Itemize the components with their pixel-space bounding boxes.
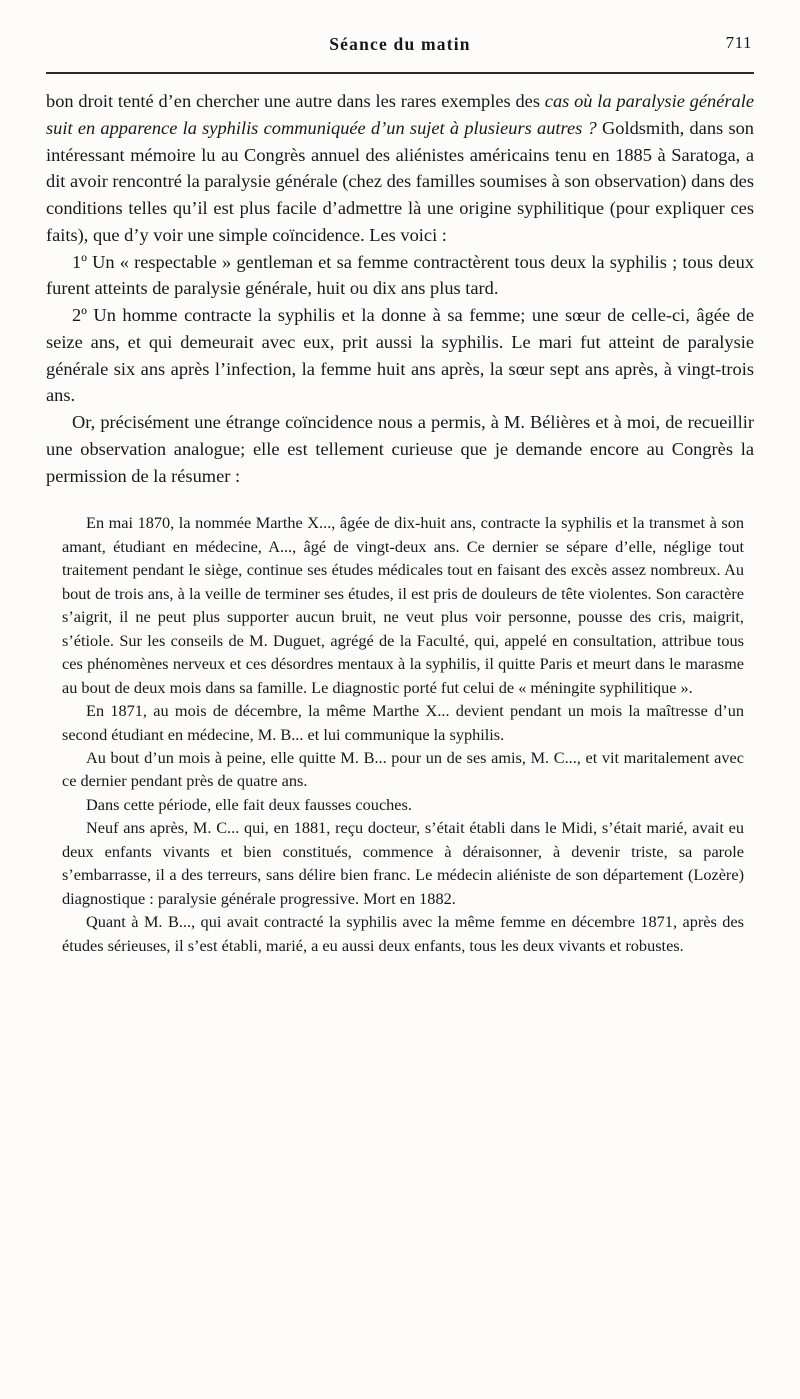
header-divider: [46, 72, 754, 74]
paragraph-continuation-part2: Goldsmith, dans son intéressant mémoire lu au Congrès annuel des aliénistes américains tenu en 1885 à Saratoga, a dit avoir rencontré la paralysie générale (chez des familles soumises à son observation) dans des conditions telles qu’il est plus facile d’admettre là une origine syphilitique (pour expliquer ces faits), que d’y voir une simple coïncidence. Les voici :: [46, 117, 754, 245]
case-paragraph-6: Quant à M. B..., qui avait contracté la syphilis avec la même femme en décembre 1871, après des études sérieuses, il s’est établi, marié, a eu aussi deux enfants, tous les deux vivants et robustes.: [62, 912, 744, 955]
page-running-title: Séance du matin: [329, 34, 471, 54]
case-paragraph-3: Au bout d’un mois à peine, elle quitte M. B... pour un de ses amis, M. C..., et vit maritalement avec ce dernier pendant près de quatre ans.: [62, 748, 744, 791]
paragraph-observation-intro: Or, précisément une étrange coïncidence nous a permis, à M. Bélières et à moi, de recueillir une observation analogue; elle est tellement curieuse que je demande encore au Congrès la permission de la résumer :: [46, 412, 754, 486]
main-text-block: [46, 88, 754, 489]
paragraph-continuation: [46, 88, 754, 249]
section-spacer: [46, 489, 754, 511]
paragraph-continuation-part1: bon droit tenté d’en chercher une autre dans les rares exemples des: [46, 91, 545, 111]
paragraph-case-one: 1º Un « respectable » gentleman et sa femme contractèrent tous deux la syphilis ; tous deux furent atteints de paralysie générale, huit ou dix ans plus tard.: [46, 251, 754, 299]
page-header: [46, 28, 754, 64]
case-paragraph-1: En mai 1870, la nommée Marthe X..., âgée de dix-huit ans, contracte la syphilis et la transmet à son amant, étudiant en médecine, A..., âgé de vingt-deux ans. Ce dernier se sépare d’elle, néglige tout traitement pendant le siège, continue ses études médicales tout en faisant des excès assez nombreux. Au bout de trois ans, à la veille de terminer ses études, il est pris de douleurs de tête violentes. Son caractère s’aigrit, il ne peut plus supporter aucun bruit, ne veut plus voir personne, pousse des cris, maigrit, s’étiole. Sur les conseils de M. Duguet, agrégé de la Faculté, qui, appelé en consultation, attribue tous ces phénomènes nerveux et ces désordres mentaux à la syphilis, il quitte Paris et meurt dans le marasme au bout de deux mois dans sa famille. Le diagnostic porté fut celui de « méningite syphilitique ».: [62, 513, 744, 697]
case-paragraph-2: En 1871, au mois de décembre, la même Marthe X... devient pendant un mois la maîtresse d’un second étudiant en médecine, M. B... et lui communique la syphilis.: [62, 701, 744, 744]
case-paragraph-4: Dans cette période, elle fait deux fausses couches.: [86, 794, 412, 814]
page-number: 711: [725, 33, 752, 52]
case-paragraph-5: Neuf ans après, M. C... qui, en 1881, reçu docteur, s’était établi dans le Midi, s’était marié, avait eu deux enfants vivants et bien constitués, commence à déraisonner, à devenir triste, sa parole s’embarrasse, il a des terreurs, sans délire bien franc. Le médecin aliéniste de son département (Lozère) diagnostique : paralysie générale progressive. Mort en 1882.: [62, 818, 744, 908]
case-report-block: [46, 511, 754, 957]
paragraph-case-two: 2º Un homme contracte la syphilis et la donne à sa femme; une sœur de celle-ci, âgée de seize ans, et qui demeurait avec eux, prit aussi la syphilis. Le mari fut atteint de paralysie générale six ans après l’infection, la femme huit ans après, la sœur sept ans après, à vingt-trois ans.: [46, 305, 754, 406]
paragraph-continuation-italic: cas où la paralysie générale suit en apparence la syphilis communiquée d’un sujet à plusieurs autres ?: [46, 91, 754, 138]
